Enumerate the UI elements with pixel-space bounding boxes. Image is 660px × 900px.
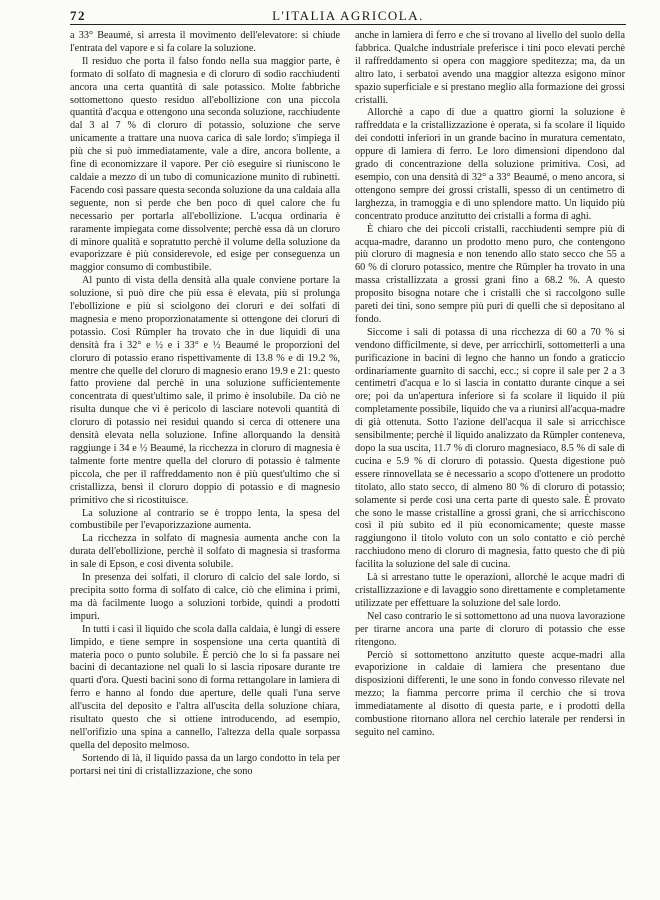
left-column [70, 30, 340, 892]
paragraph: La soluzione al contrario se è troppo lenta, la spesa del combustibile per l'evaporizzazione aumenta. [70, 507, 340, 532]
right-column [355, 30, 625, 892]
paragraph: Nel caso contrario le si sottomettono ad una nuova lavorazione per tirarne ancora una parte di cloruro di potassio che esse ritengono. [355, 610, 625, 648]
page-header [70, 6, 626, 26]
paragraph: In tutti i casi il liquido che scola dalla caldaia, è lungi di essere limpido, e tiene sempre in sospensione una certa quantità di materia poco o punto solubile. È perciò che lo si fa passare nei bacini di decantazione nel quali lo si lascia riposare durante tre quarti d'ora. Questi bacini sono di forma rettangolare in lamiera di ferro e hanno al fondo due aperture, delle quali l'una serve all'uscita del deposito e l'altra all'uscita della soluzione chiara, risultato questo che si ottiene introducendo, ad esempio, nell'orifizio una spina a cannello, l'altezza della quale sorpassa quella del deposito melmoso. [70, 623, 340, 751]
running-title: L'ITALIA AGRICOLA. [272, 8, 424, 23]
paragraph: In presenza dei solfati, il cloruro di calcio del sale lordo, si precipita sotto forma di solfato di calce, ciò che elimina i primi, ma dà facilmente luogo a soluzioni torbide, quindi a prodotti impuri. [70, 572, 340, 622]
paragraph: a 33° Beaumé, si arresta il movimento dell'elevatore: si chiude l'entrata del vapore e si fa colare la soluzione. [70, 30, 340, 54]
paragraph: È chiaro che dei piccoli cristalli, racchiudenti sempre più di acqua-madre, daranno un prodotto meno puro, che contengono più cloruro di magnesia e non tenendo allo stato secco che 55 a 60 % di cloruro potassico, mentre che Rümpler ha trovato in una massa cristallizzata a grossi grani fino a 68.2 %. A questo proposito bisogna notare che i cristalli che si raccolgono sulle pareti dei tini, sono sempre più puri di quelli che si depositano al fondo. [355, 223, 625, 325]
paragraph: Là si arrestano tutte le operazioni, allorchè le acque madri di cristallizzazione e di lavaggio sono direttamente e completamente utilizzate per effettuare la soluzione del sale lordo. [355, 572, 625, 609]
paragraph: Al punto di vista della densità alla quale conviene portare la soluzione, si può dire che più essa è elevata, più si prolunga l'ebollizione e più si sciolgono dei cloruri e dei solfati di magnesia e meno proporzionatamente si ottengone dei cloruri di potassio. Così Rümpler ha trovato che in due liquidi di una densità fra i 32° e ½ e i 33° e ½ Beaumé le proporzioni del cloruro di potassio erano rispettivamente di 13.8 % e di 19.2 %, mentre che quelle del cloruro di magnesio erano 19.9 e 21: questo fatto proviene dal perchè in una soluzione sufficientemente concentrata di quest'ultimo sale, il primo è insolubile. Da ciò ne risulta dunque che vi è pericolo di lasciare notevoli quantità di cloruro di potassio nei residui quando si cerca di ottenere una densità elevata nella soluzione. Infine allorquando la densità raggiunge i 34 e ½ Beaumé, la ricchezza in cloruro di magnesia è talmente forte mentre quella del cloruro di potassio è talmente piccola, che per il raffreddamento non è più quest'ultimo che si cristallizza, bensì il cloruro doppio di potassio e di magnesio primitivo che si ricostituisce. [70, 275, 340, 506]
header-rule [70, 24, 626, 25]
paragraph: Sortendo di là, il liquido passa da un largo condotto in tela per portarsi nei tini di cristallizzazione, che sono [70, 752, 340, 777]
paragraph: Siccome i sali di potassa di una ricchezza di 60 a 70 % si vendono difficilmente, si deve, per arricchirli, sottometterli a una purificazione in bacini di legno che hanno un fondo a graticcio ordinariamente guarnito di sacchi, ecc.; si copre il sale per 2 a 3 centimetri d'acqua e lo si lascia in contatto durante cinque a sei ore; poi da un'apertura inferiore si fa scolare il liquido il più completamente possibile, liquido che va a riunirsi all'acqua-madre di già ottenuta. Sotto l'azione dell'acqua il sale si arricchisce sensibilmente; perchè il liquido analizzato da Rümpler conteneva, dopo la sua uscita, 11.7 % di cloruro magnesiaco, 8.5 % di sale di cucina e 5.9 % di cloruro di potassio. Questa digestione può essere rinnovellata se è necessario a scopo d'ottenere un prodotto titolato, allo stato secco, di almeno 80 % di cloruro di potassio; solamente si perde così una certa parte di questo sale. È provato che sono le masse cristalline a grossi grani, che si arricchiscono così il più subito ed il più economicamente; queste masse raggiungono il titolo voluto con un solo contatto e ciò perchè racchiudono meno di cloruro di magnesia, fatto questo che di più facilita la soluzione del sale di cucina. [355, 326, 625, 571]
page-number: 72 [70, 8, 86, 23]
paragraph: Il residuo che porta il falso fondo nella sua maggior parte, è formato di solfato di magnesia e di cloruro di sodio racchiudenti ancora una certa quantità di sale potassico. Molte fabbriche sottomettono questo residuo all'ebollizione con una piccola quantità d'acqua e ottengono una seconda soluzione, racchiudente dal 3 al 7 % di cloruro di potassio, soluzione che serve unicamente a trattare una nuova carica di sale lordo; s'impiega il più che si può immediatamente, vale a dire, ancora bollente, a fine di economizzare il vapore. Per ciò eseguire si riuniscono le caldaie a mezzo di un tubo di comunicazione munito di rubinetti. Facendo così passare questa seconda soluzione da una caldaia alla seguente, non si perde che ben poco di quel calore che fu necessario per portarla all'ebollizione. L'acqua ordinaria è raramente impiegata come dissolvente; perchè essa dà un cloruro di minore qualità e sopratutto perchè il volume della soluzione da evaporizzare è più considerevole, ed esige per conseguenza un maggior consumo di combustibile. [70, 55, 340, 274]
paragraph: anche in lamiera di ferro e che si trovano al livello del suolo della fabbrica. Qualche industriale preferisce i tini poco elevati perchè il raffreddamento si opera con maggiore speditezza; ma, da un altro lato, i serbatoi avendo una maggior altezza esigono minor spazio superficiale e si prestano meglio alla formazione dei grossi cristalli. [355, 30, 625, 106]
paragraph: La ricchezza in solfato di magnesia aumenta anche con la durata dell'ebollizione, perchè il solfato di magnesia si trasforma in sale di Epson, e così diventa solubile. [70, 533, 340, 571]
paragraph: Perciò si sottomettono anzitutto queste acque-madri alla evaporizione in caldaie di lamiera che presentano due disposizioni differenti, le une sono in fondo convesso rilevate nel mezzo; la fiamma percorre prima il cerchio che si trova immediatamente al disotto di questa parte, e i prodotti della combustione ritornano allora nel cerchio laterale per rendersi in seguito nel camino. [355, 649, 625, 738]
paragraph: Allorchè a capo di due a quattro giorni la soluzione è raffreddata e la cristallizzazione è operata, si fa scolare il liquido dei condotti inferiori in un grande bacino in muratura cementato, oppure di lamiera di ferro. Le loro dimensioni dipendono dal grado di concentrazione della soluzione primitiva. Così, ad esempio, con una densità di 32° a 33° Beaumé, o meno ancora, si ottengono sempre dei grossi cristalli, spesso di un centimetro di larghezza, in tramoggia e di uno splendore matto. Un liquido più concentrato produce anzitutto dei cristalli a forma di aghi. [355, 107, 625, 222]
